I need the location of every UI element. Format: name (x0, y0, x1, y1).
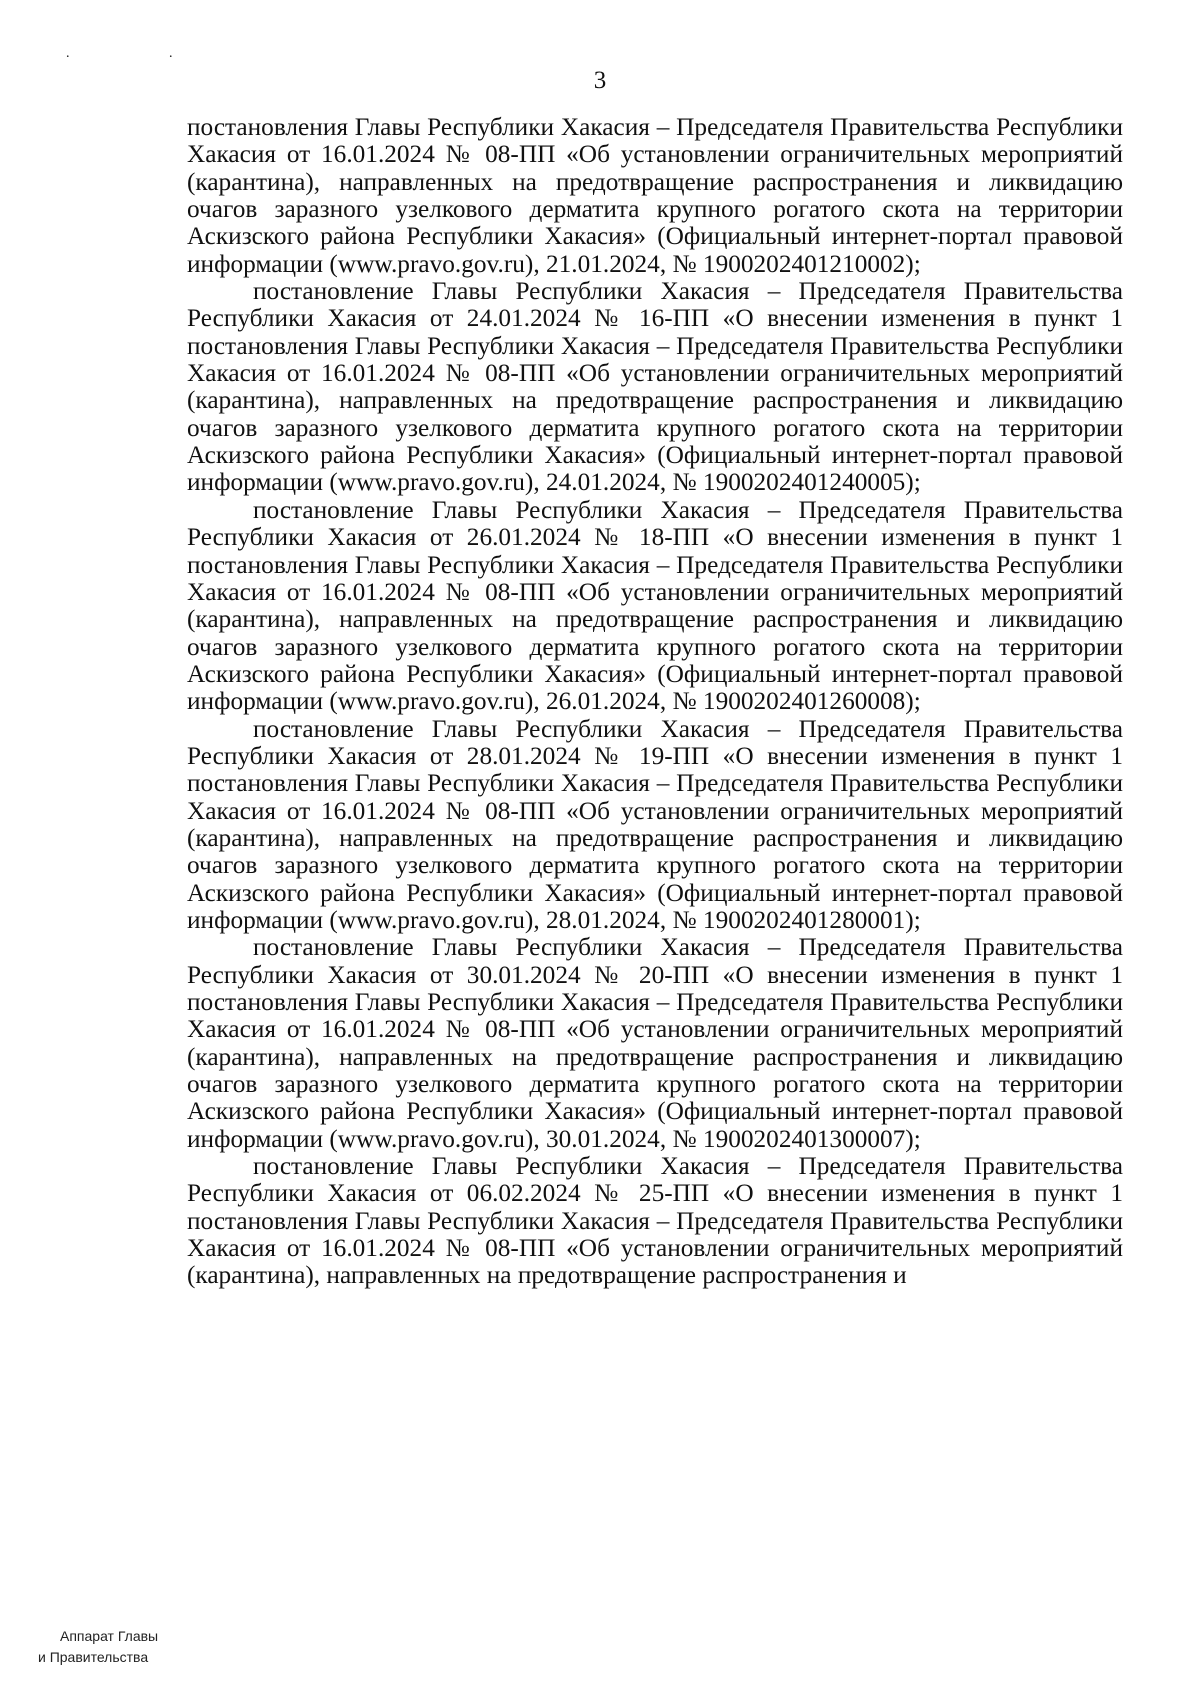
paragraph-resolution-20-pp: постановление Главы Республики Хакасия – Председателя Правительства Республики Хакасия от 30.01.2024 № 20-ПП «О внесении изменения в пункт 1 постановления Главы Республики Хакасия – Председателя Правительства Республики Хакасия от 16.01.2024 № 08-ПП «Об установлении ограничительных мероприятий (карантина), направленных на предотвращение распространения и ликвидацию очагов заразного узелкового дерматита крупного рогатого скота на территории Аскизского района Республики Хакасия» (Официальный интернет-портал правовой информации (www.pravo.gov.ru), 30.01.2024, № 1900202401300007); (187, 933, 1123, 1153)
scan-specks: . . (66, 46, 221, 61)
paragraph-resolution-19-pp: постановление Главы Республики Хакасия – Председателя Правительства Республики Хакасия от 28.01.2024 № 19-ПП «О внесении изменения в пункт 1 постановления Главы Республики Хакасия – Председателя Правительства Республики Хакасия от 16.01.2024 № 08-ПП «Об установлении ограничительных мероприятий (карантина), направленных на предотвращение распространения и ликвидацию очагов заразного узелкового дерматита крупного рогатого скота на территории Аскизского района Республики Хакасия» (Официальный интернет-портал правовой информации (www.pravo.gov.ru), 28.01.2024, № 1900202401280001); (187, 714, 1123, 934)
document-body (187, 114, 1123, 1290)
paragraph-resolution-18-pp: постановление Главы Республики Хакасия – Председателя Правительства Республики Хакасия от 26.01.2024 № 18-ПП «О внесении изменения в пункт 1 постановления Главы Республики Хакасия – Председателя Правительства Республики Хакасия от 16.01.2024 № 08-ПП «Об установлении ограничительных мероприятий (карантина), направленных на предотвращение распространения и ликвидацию очагов заразного узелкового дерматита крупного рогатого скота на территории Аскизского района Республики Хакасия» (Официальный интернет-портал правовой информации (www.pravo.gov.ru), 26.01.2024, № 1900202401260008); (187, 495, 1123, 716)
paragraph-continuation: постановления Главы Республики Хакасия – Председателя Правительства Республики Хакасия от 16.01.2024 № 08-ПП «Об установлении ограничительных мероприятий (карантина), направленных на предотвращение распространения и ликвидацию очагов заразного узелкового дерматита крупного рогатого скота на территории Аскизского района Республики Хакасия» (Официальный интернет-портал правовой информации (www.pravo.gov.ru), 21.01.2024, № 1900202401210002); (187, 113, 1123, 278)
footer-stamp-line-2: и Правительства (38, 1649, 149, 1665)
paragraph-resolution-16-pp: постановление Главы Республики Хакасия – Председателя Правительства Республики Хакасия от 24.01.2024 № 16-ПП «О внесении изменения в пункт 1 постановления Главы Республики Хакасия – Председателя Правительства Республики Хакасия от 16.01.2024 № 08-ПП «Об установлении ограничительных мероприятий (карантина), направленных на предотвращение распространения и ликвидацию очагов заразного узелкового дерматита крупного рогатого скота на территории Аскизского района Республики Хакасия» (Официальный интернет-портал правовой информации (www.pravo.gov.ru), 24.01.2024, № 1900202401240005); (187, 277, 1123, 497)
page-number: 3 (593, 67, 607, 94)
footer-stamp-line-1: Аппарат Главы (60, 1628, 159, 1644)
footer-stamp (38, 1626, 158, 1668)
paragraph-resolution-25-pp: постановление Главы Республики Хакасия – Председателя Правительства Республики Хакасия от 06.02.2024 № 25-ПП «О внесении изменения в пункт 1 постановления Главы Республики Хакасия – Председателя Правительства Республики Хакасия от 16.01.2024 № 08-ПП «Об установлении ограничительных мероприятий (карантина), направленных на предотвращение распространения и (187, 1152, 1123, 1290)
